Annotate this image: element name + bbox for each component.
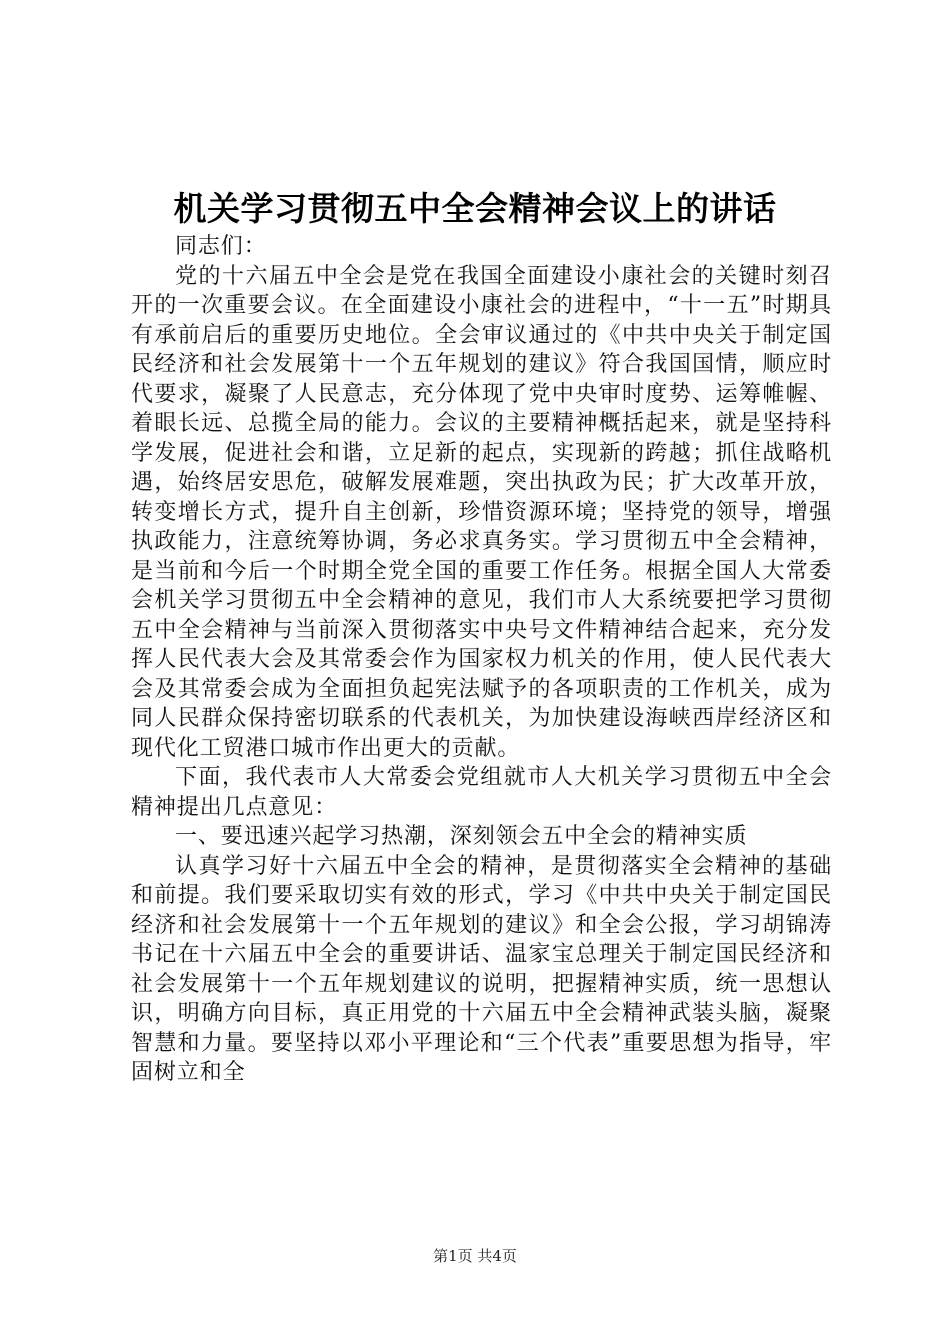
page-number-footer: 第1页 共4页 bbox=[433, 1247, 517, 1265]
document-title: 机关学习贯彻五中全会精神会议上的讲话 bbox=[173, 189, 777, 228]
transition-paragraph: 下面，我代表市人大常委会党组就市人大机关学习贯彻五中全会精神提出几点意见： bbox=[131, 765, 832, 820]
intro-paragraph: 党的十六届五中全会是党在我国全面建设小康社会的关键时刻召开的一次重要会议。在全面建设小康社会的进程中，“十一五”时期具有承前启后的重要历史地位。全会审议通过的《中共中央关于制定国民经济和社会发展第十一个五年规划的建议》符合我国国情，顺应时代要求，凝聚了人民意志，充分体现了党中央审时度势、运筹帷幄、着眼长远、总揽全局的能力。会议的主要精神概括起来，就是坚持科学发展，促进社会和谐，立足新的起点，实现新的跨越；抓住战略机遇，始终居安思危，破解发展难题，突出执政为民；扩大改革开放，转变增长方式，提升自主创新，珍惜资源环境；坚持党的领导，增强执政能力，注意统筹协调，务必求真务实。学习贯彻五中全会精神，是当前和今后一个时期全党全国的重要工作任务。根据全国人大常委会机关学习贯彻五中全会精神的意见，我们市人大系统要把学习贯彻五中全会精神与当前深入贯彻落实中央号文件精神结合起来，充分发挥人民代表大会及其常委会作为国家权力机关的作用，使人民代表大会及其常委会成为全面担负起宪法赋予的各项职责的工作机关，成为同人民群众保持密切联系的代表机关，为加快建设海峡西岸经济区和现代化工贸港口城市作出更大的贡献。 bbox=[131, 263, 832, 761]
document-body bbox=[131, 232, 832, 1088]
section-1-paragraph: 认真学习好十六届五中全会的精神，是贯彻落实全会精神的基础和前提。我们要采取切实有效的形式，学习《中共中央关于制定国民经济和社会发展第十一个五年规划的建议》和全会公报，学习胡锦涛书记在十六届五中全会的重要讲话、温家宝总理关于制定国民经济和社会发展第十一个五年规划建议的说明，把握精神实质，统一思想认识，明确方向目标，真正用党的十六届五中全会精神武装头脑，凝聚智慧和力量。要坚持以邓小平理论和“三个代表”重要思想为指导，牢固树立和全 bbox=[131, 853, 832, 1085]
section-heading-1: 一、要迅速兴起学习热潮，深刻领会五中全会的精神实质 bbox=[175, 824, 748, 849]
salutation-paragraph: 同志们： bbox=[175, 234, 267, 259]
